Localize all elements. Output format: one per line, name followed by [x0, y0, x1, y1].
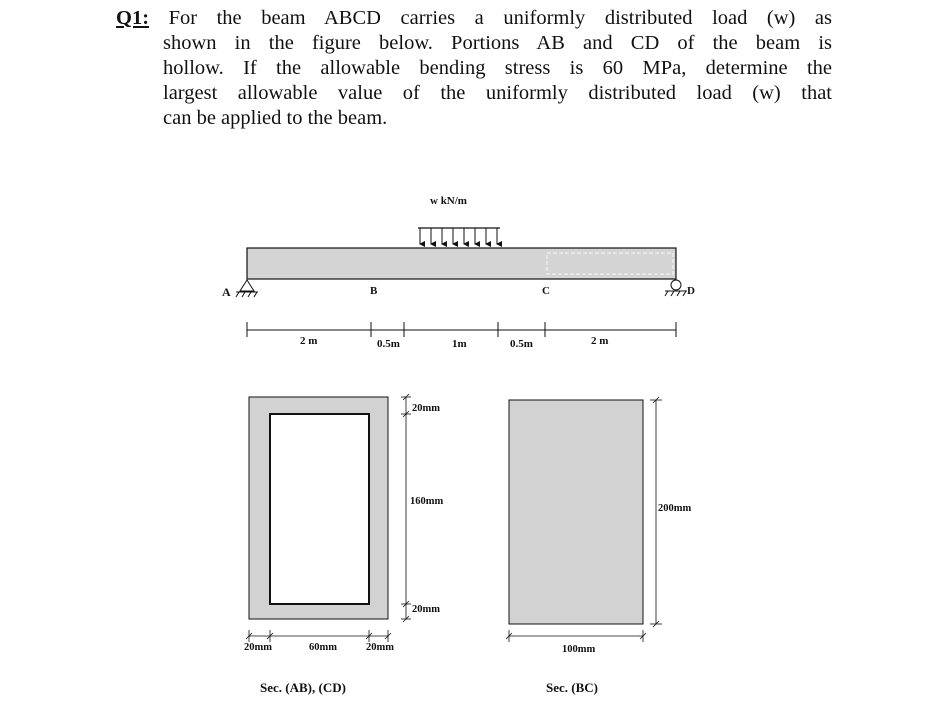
dim-width-bc: 100mm: [562, 644, 596, 655]
dim-height-bc: 200mm: [658, 503, 692, 514]
point-label-c: C: [542, 285, 550, 297]
section-ab-cd: [244, 394, 443, 695]
dim-top-wall: 20mm: [412, 403, 440, 414]
dim-right-wall: 20mm: [366, 642, 394, 653]
dim-inner-width: 60mm: [309, 642, 337, 653]
load-arrows: [420, 228, 497, 244]
roller-support-d: [665, 280, 687, 296]
beam-diagram: [222, 195, 695, 350]
dim-inner-height: 160mm: [410, 496, 444, 507]
section-ab-horizontal-dimension: [246, 630, 391, 642]
section-bc-horizontal-dimension: [506, 630, 646, 642]
question-line-3: hollow. If the allowable bending stress is 60 MPa, determine the: [163, 57, 832, 79]
section-bc-caption: Sec. (BC): [546, 680, 598, 695]
point-label-d: D: [687, 285, 695, 297]
span-label-b-load: 0.5m: [377, 338, 400, 350]
question-line-1: Q1: For the beam ABCD carries a uniformly distributed load (w) as: [116, 7, 832, 29]
point-label-a: A: [222, 285, 231, 299]
pin-support-a: [236, 280, 258, 297]
load-label: w kN/m: [430, 195, 467, 207]
point-label-b: B: [370, 285, 378, 297]
span-label-load: 1m: [452, 338, 467, 350]
section-bc: [506, 397, 691, 695]
span-label-load-c: 0.5m: [510, 338, 533, 350]
section-ab-caption: Sec. (AB), (CD): [260, 680, 346, 695]
distributed-load: [418, 195, 500, 244]
beam-body: [247, 248, 676, 279]
section-ab-vertical-dimension: [401, 394, 411, 622]
span-label-cd: 2 m: [591, 335, 609, 347]
hollow-section-inner: [270, 414, 369, 604]
dim-left-wall: 20mm: [244, 642, 272, 653]
question-line-5: can be applied to the beam.: [163, 107, 388, 129]
question-line-2: shown in the figure below. Portions AB and CD of the beam is: [163, 32, 832, 54]
solid-section: [509, 400, 643, 624]
dim-bottom-wall: 20mm: [412, 604, 440, 615]
question-line-4: largest allowable value of the uniformly distributed load (w) that: [163, 82, 832, 104]
question-number: Q1:: [116, 7, 150, 29]
span-label-ab: 2 m: [300, 335, 318, 347]
